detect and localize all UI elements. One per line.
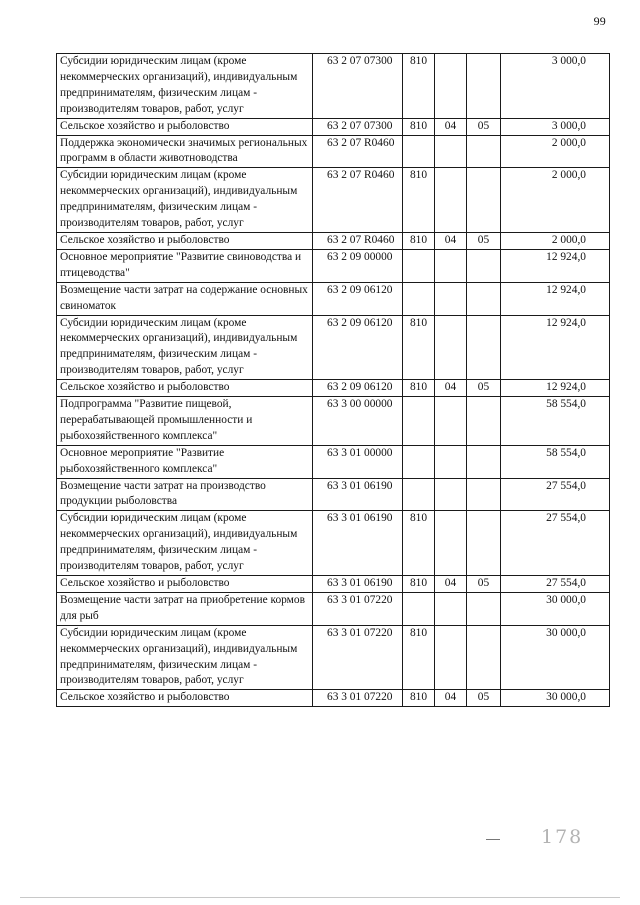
row-expense-type-cell: 810 [403,315,435,380]
row-code-cell: 63 3 01 06190 [313,576,403,593]
row-amount-cell: 27 554,0 [501,478,610,511]
row-subsection-cell [467,282,501,315]
row-code-cell: 63 3 01 07220 [313,690,403,707]
row-section-cell [435,478,467,511]
row-expense-type-cell: 810 [403,625,435,690]
page-bottom-edge [20,897,620,898]
row-code-cell: 63 3 01 00000 [313,445,403,478]
row-code-cell: 63 2 07 R0460 [313,168,403,233]
table-row [57,315,610,380]
row-name-cell: Субсидии юридическим лицам (кроме некоммерческих организаций), индивидуальным предпринимателям, физическим лицам - производителям товаров, работ, услуг [57,511,313,576]
table-row [57,168,610,233]
row-section-cell [435,445,467,478]
row-section-cell: 04 [435,118,467,135]
row-code-cell: 63 2 09 06120 [313,380,403,397]
table-row [57,135,610,168]
row-subsection-cell [467,54,501,119]
row-name-cell: Субсидии юридическим лицам (кроме некоммерческих организаций), индивидуальным предпринимателям, физическим лицам - производителям товаров, работ, услуг [57,625,313,690]
row-name-cell: Основное мероприятие "Развитие свиноводства и птицеводства" [57,249,313,282]
row-amount-cell: 30 000,0 [501,625,610,690]
row-subsection-cell [467,249,501,282]
table-row [57,380,610,397]
row-subsection-cell [467,592,501,625]
row-expense-type-cell: 810 [403,511,435,576]
row-code-cell: 63 2 07 07300 [313,54,403,119]
sheet-number-stamp: 178 [541,826,584,848]
row-code-cell: 63 3 00 00000 [313,397,403,446]
table-row [57,445,610,478]
table-body [57,54,610,707]
row-code-cell: 63 2 09 00000 [313,249,403,282]
table-row [57,232,610,249]
row-section-cell: 04 [435,690,467,707]
row-subsection-cell: 05 [467,576,501,593]
row-name-cell: Сельское хозяйство и рыболовство [57,232,313,249]
table-row [57,54,610,119]
row-section-cell [435,282,467,315]
row-name-cell: Субсидии юридическим лицам (кроме некоммерческих организаций), индивидуальным предпринимателям, физическим лицам - производителям товаров, работ, услуг [57,168,313,233]
row-expense-type-cell [403,445,435,478]
row-section-cell [435,397,467,446]
row-section-cell [435,511,467,576]
row-subsection-cell [467,397,501,446]
row-section-cell [435,135,467,168]
row-amount-cell: 2 000,0 [501,168,610,233]
row-expense-type-cell [403,135,435,168]
row-amount-cell: 2 000,0 [501,232,610,249]
table-row [57,576,610,593]
row-amount-cell: 3 000,0 [501,118,610,135]
row-section-cell [435,249,467,282]
table-row [57,690,610,707]
row-subsection-cell: 05 [467,118,501,135]
row-expense-type-cell [403,249,435,282]
row-amount-cell: 30 000,0 [501,690,610,707]
row-section-cell [435,54,467,119]
row-section-cell: 04 [435,576,467,593]
table-row [57,625,610,690]
row-code-cell: 63 3 01 07220 [313,592,403,625]
row-expense-type-cell [403,592,435,625]
row-subsection-cell [467,445,501,478]
row-amount-cell: 12 924,0 [501,282,610,315]
row-subsection-cell [467,511,501,576]
row-subsection-cell [467,315,501,380]
row-code-cell: 63 2 09 06120 [313,282,403,315]
footer-dash [486,839,500,840]
row-amount-cell: 58 554,0 [501,397,610,446]
row-name-cell: Сельское хозяйство и рыболовство [57,690,313,707]
row-subsection-cell: 05 [467,232,501,249]
row-code-cell: 63 2 09 06120 [313,315,403,380]
row-name-cell: Поддержка экономически значимых региональных программ в области животноводства [57,135,313,168]
row-code-cell: 63 2 07 07300 [313,118,403,135]
row-code-cell: 63 2 07 R0460 [313,232,403,249]
row-amount-cell: 58 554,0 [501,445,610,478]
table-row [57,397,610,446]
row-section-cell [435,592,467,625]
row-name-cell: Сельское хозяйство и рыболовство [57,118,313,135]
row-amount-cell: 2 000,0 [501,135,610,168]
table-row [57,511,610,576]
table-row [57,282,610,315]
row-name-cell: Основное мероприятие "Развитие рыбохозяйственного комплекса" [57,445,313,478]
row-section-cell [435,168,467,233]
table-row [57,118,610,135]
row-subsection-cell [467,478,501,511]
row-subsection-cell [467,135,501,168]
table-row [57,478,610,511]
row-amount-cell: 12 924,0 [501,380,610,397]
row-subsection-cell [467,625,501,690]
row-section-cell: 04 [435,380,467,397]
row-code-cell: 63 3 01 07220 [313,625,403,690]
row-expense-type-cell: 810 [403,168,435,233]
row-subsection-cell: 05 [467,690,501,707]
row-name-cell: Подпрограмма "Развитие пищевой, перерабатывающей промышленности и рыбохозяйственного комплекса" [57,397,313,446]
row-amount-cell: 30 000,0 [501,592,610,625]
row-name-cell: Субсидии юридическим лицам (кроме некоммерческих организаций), индивидуальным предпринимателям, физическим лицам - производителям товаров, работ, услуг [57,54,313,119]
row-section-cell [435,625,467,690]
row-name-cell: Возмещение части затрат на содержание основных свиноматок [57,282,313,315]
page-number: 99 [593,14,606,28]
table-row [57,592,610,625]
row-expense-type-cell: 810 [403,380,435,397]
row-expense-type-cell: 810 [403,690,435,707]
row-name-cell: Возмещение части затрат на производство продукции рыболовства [57,478,313,511]
row-amount-cell: 27 554,0 [501,576,610,593]
budget-table [56,53,610,707]
row-amount-cell: 12 924,0 [501,315,610,380]
row-name-cell: Возмещение части затрат на приобретение кормов для рыб [57,592,313,625]
row-name-cell: Субсидии юридическим лицам (кроме некоммерческих организаций), индивидуальным предпринимателям, физическим лицам - производителям товаров, работ, услуг [57,315,313,380]
row-code-cell: 63 3 01 06190 [313,478,403,511]
row-amount-cell: 27 554,0 [501,511,610,576]
row-expense-type-cell [403,397,435,446]
row-name-cell: Сельское хозяйство и рыболовство [57,576,313,593]
row-code-cell: 63 3 01 06190 [313,511,403,576]
row-expense-type-cell: 810 [403,54,435,119]
row-amount-cell: 3 000,0 [501,54,610,119]
row-expense-type-cell [403,282,435,315]
row-subsection-cell [467,168,501,233]
table-row [57,249,610,282]
row-expense-type-cell: 810 [403,576,435,593]
row-code-cell: 63 2 07 R0460 [313,135,403,168]
row-expense-type-cell: 810 [403,232,435,249]
row-section-cell [435,315,467,380]
row-name-cell: Сельское хозяйство и рыболовство [57,380,313,397]
row-section-cell: 04 [435,232,467,249]
row-expense-type-cell [403,478,435,511]
row-expense-type-cell: 810 [403,118,435,135]
row-amount-cell: 12 924,0 [501,249,610,282]
row-subsection-cell: 05 [467,380,501,397]
